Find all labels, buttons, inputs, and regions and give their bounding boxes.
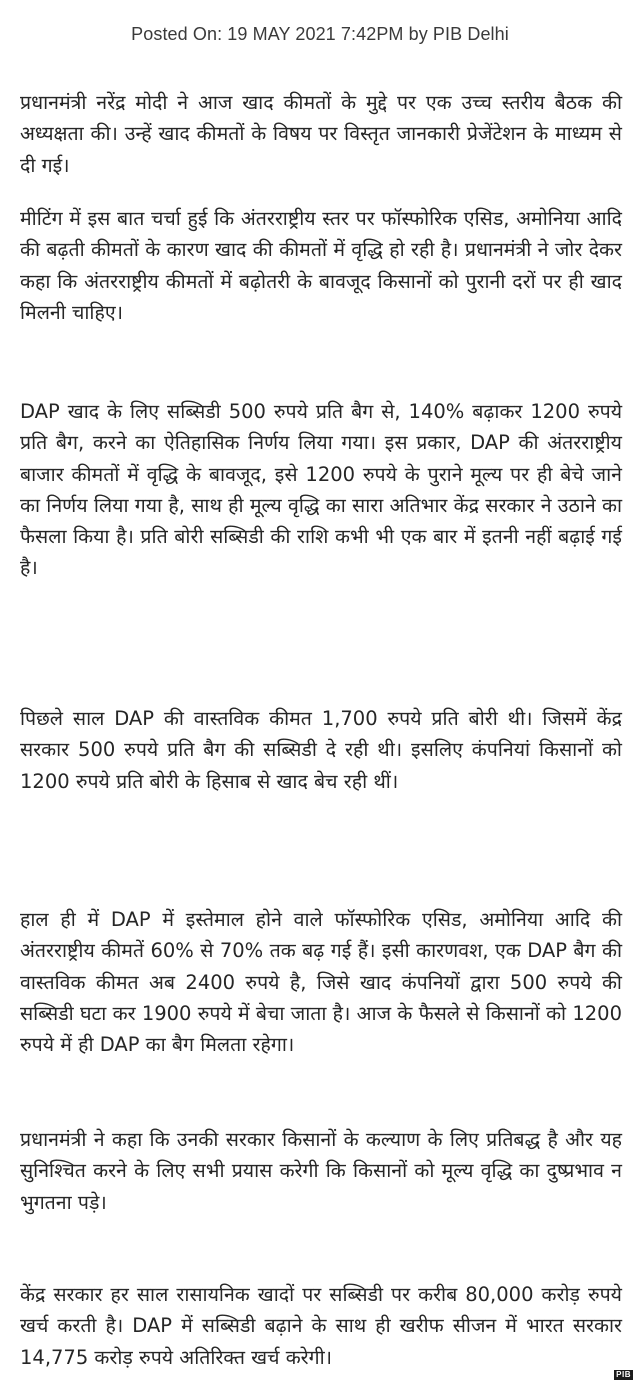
pib-watermark: PIB xyxy=(616,1370,631,1379)
paragraph-subsidy-increase: DAP खाद के लिए सब्सिडी 500 रुपये प्रति बैग से, 140% बढ़ाकर 1200 रुपये प्रति बैग, करने का ऐतिहासिक निर्णय लिया गया। इस प्रकार, DAP की अंतरराष्ट्रीय बाजार कीमतों में वृद्धि के बावजूद, इसे 1200 रुपये के पुराने मूल्य पर ही बेचे जाने का निर्णय लिया गया है, साथ ही मूल्य वृद्धि का सारा अतिभार केंद्र सरकार ने उठाने का फैसला किया है। प्रति बोरी सब्सिडी की राशि कभी भी एक बार में इतनी नहीं बढ़ाई गई है। xyxy=(20,400,622,580)
paragraph-last-year-price: पिछले साल DAP की वास्तविक कीमत 1,700 रुपये प्रति बोरी थी। जिसमें केंद्र सरकार 500 रुपये प्रति बैग की सब्सिडी दे रही थी। इसलिए कंपनियां किसानों को 1200 रुपये प्रति बोरी के हिसाब से खाद बेच रही थीं। xyxy=(20,707,622,793)
paragraph-recent-price-rise: हाल ही में DAP में इस्तेमाल होने वाले फॉस्फोरिक एसिड, अमोनिया आदि की अंतरराष्ट्रीय कीमतें 60% से 70% तक बढ़ गई हैं। इसी कारणवश, एक DAP बैग की वास्तविक कीमत अब 2400 रुपये है, जिसे खाद कंपनियों द्वारा 500 रुपये की सब्सिडी घटा कर 1900 रुपये में बेचा जाता है। आज के फैसले से किसानों को 1200 रुपये में ही DAP का बैग मिलता रहेगा। xyxy=(20,908,622,1057)
paragraph-annual-spending: केंद्र सरकार हर साल रासायनिक खादों पर सब्सिडी पर करीब 80,000 करोड़ रुपये खर्च करती है। DAP में सब्सिडी बढ़ाने के साथ ही खरीफ सीजन में भारत सरकार 14,775 करोड़ रुपये अतिरिक्त खर्च करेगी। xyxy=(20,1283,622,1369)
posted-on-line: Posted On: 19 MAY 2021 7:42PM by PIB Delhi xyxy=(131,24,509,44)
paragraph-meeting-intro: प्रधानमंत्री नरेंद्र मोदी ने आज खाद कीमतों के मुद्दे पर एक उच्च स्तरीय बैठक की अध्यक्षता की। उन्हें खाद कीमतों के विषय पर विस्तृत जानकारी प्रेजेंटेशन के माध्यम से दी गई। xyxy=(20,91,622,177)
paragraph-pm-commitment: प्रधानमंत्री ने कहा कि उनकी सरकार किसानों के कल्याण के लिए प्रतिबद्ध है और यह सुनिश्चित करने के लिए सभी प्रयास करेगी कि किसानों को मूल्य वृद्धि का दुष्प्रभाव न भुगतना पड़े। xyxy=(20,1128,622,1214)
paragraph-price-discussion: मीटिंग में इस बात चर्चा हुई कि अंतरराष्ट्रीय स्तर पर फॉस्फोरिक एसिड, अमोनिया आदि की बढ़ती कीमतों के कारण खाद की कीमतों में वृद्धि हो रही है। प्रधानमंत्री ने जोर देकर कहा कि अंतरराष्ट्रीय कीमतों में बढ़ोतरी के बावजूद किसानों को पुरानी दरों पर ही खाद मिलनी चाहिए। xyxy=(20,207,622,324)
